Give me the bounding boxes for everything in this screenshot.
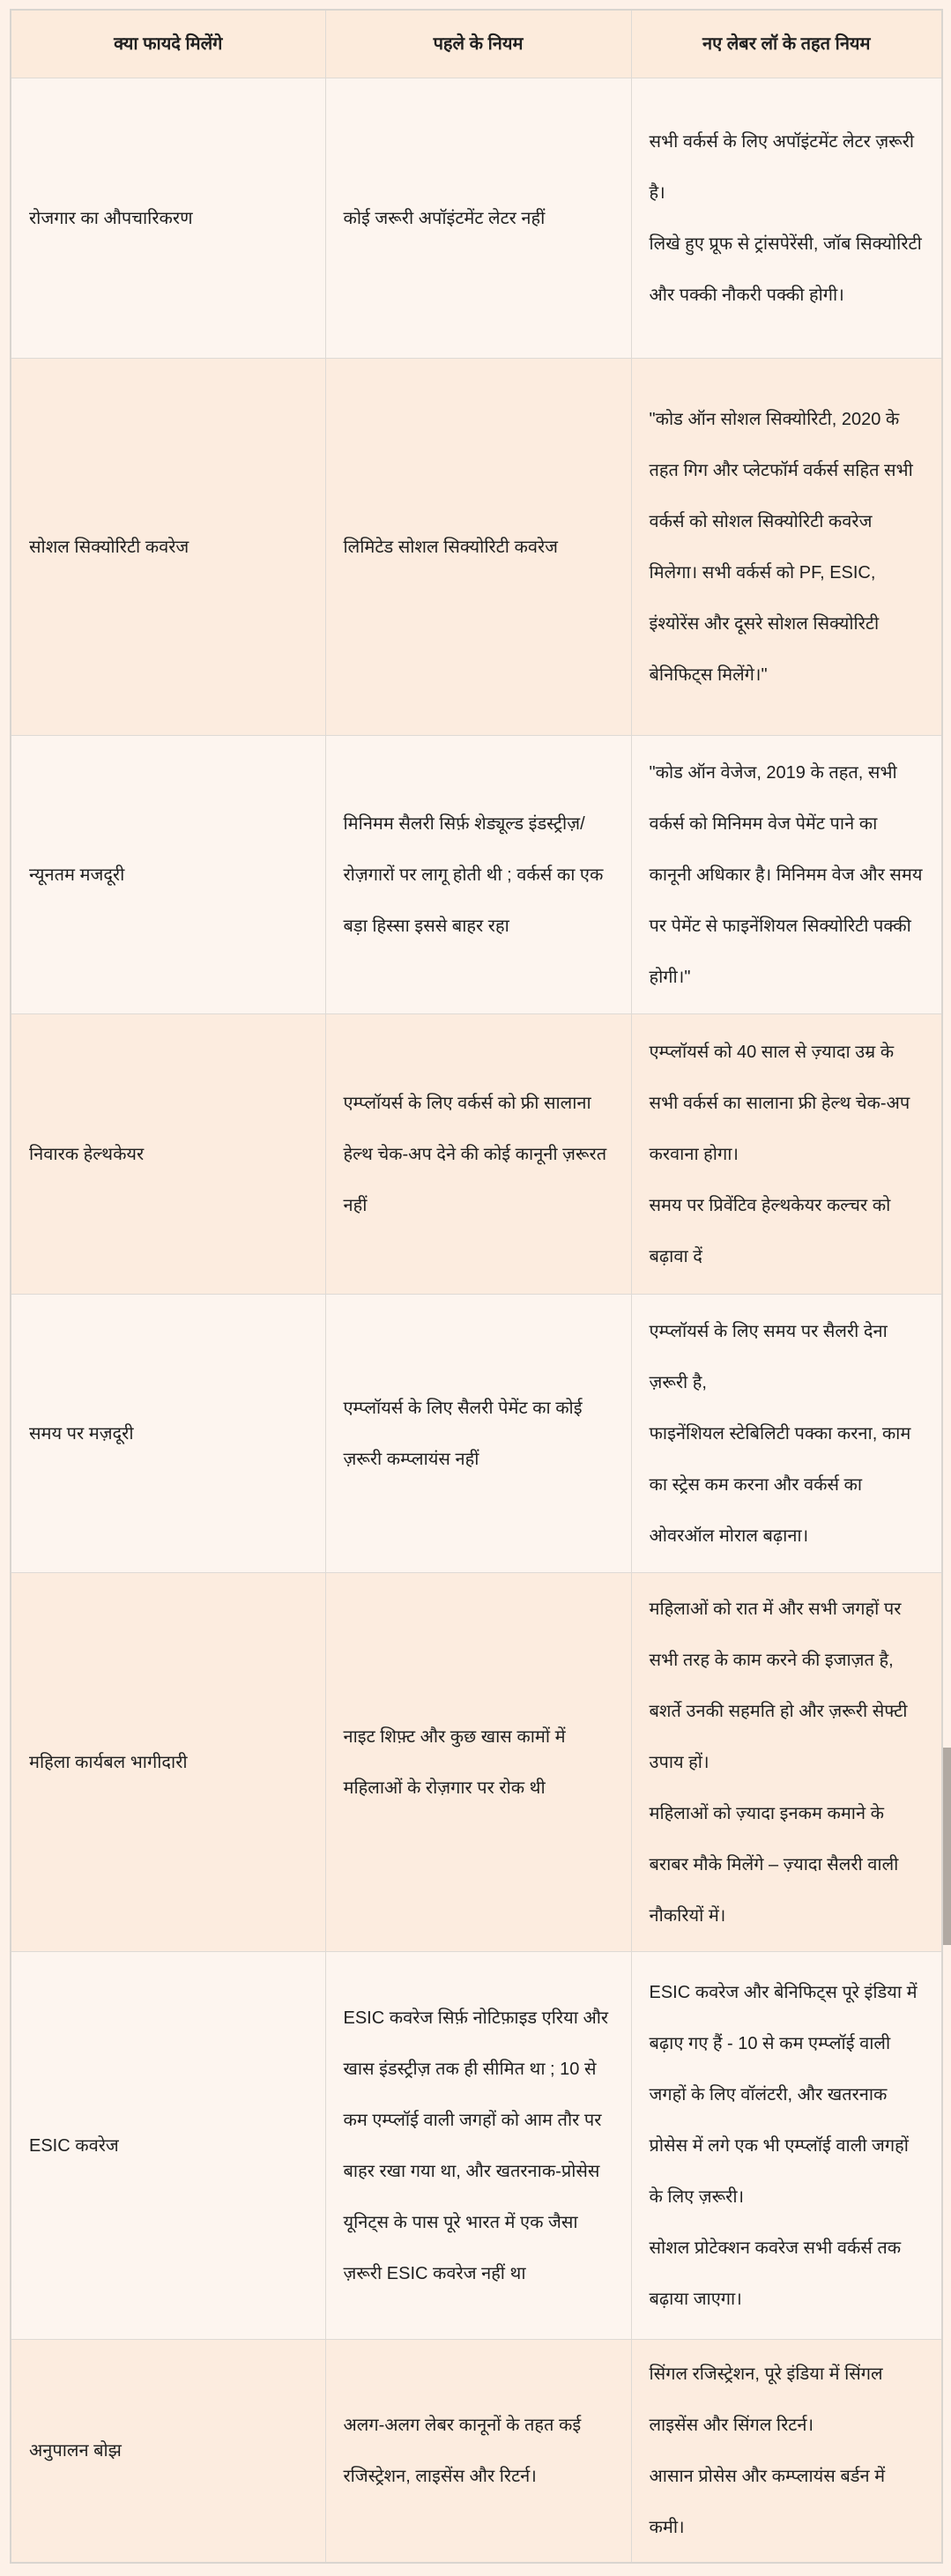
cell-paragraph: समय पर प्रिवेंटिव हेल्थकेयर कल्चर को बढ़ावा दें (649, 1195, 891, 1266)
cell-paragraph: नाइट शिफ़्ट और कुछ खास कामों में महिलाओं के रोज़गार पर रोक थी (343, 1726, 566, 1798)
cell-paragraph: फाइनेंशियल स्टेबिलिटी पक्का करना, काम का स्ट्रेस कम करना और वर्कर्स का ओवरऑल मोराल बढ़ाना। (649, 1423, 911, 1546)
benefit-cell (11, 1014, 325, 1295)
benefit-cell (11, 359, 325, 736)
table-row (11, 78, 942, 359)
labour-law-comparison-table (10, 9, 943, 2564)
table-row (11, 1573, 942, 1952)
new-rule-cell (631, 1014, 942, 1295)
cell-paragraph: मिनिमम सैलरी सिर्फ़ शेड्यूल्ड इंडस्ट्रीज़/रोज़गारों पर लागू होती थी ; वर्कर्स का एक बड़ा हिस्सा इससे बाहर रहा (343, 813, 604, 936)
new-rule-cell (631, 736, 942, 1014)
cell-paragraph: एम्प्लॉयर्स के लिए सैलरी पेमेंट का कोई ज़रूरी कम्प्लायंस नहीं (343, 1398, 583, 1469)
header-benefits: क्या फायदे मिलेंगे (11, 10, 325, 78)
header-old-rules: पहले के नियम (325, 10, 631, 78)
old-rule-cell (325, 1014, 631, 1295)
old-rule-cell (325, 1295, 631, 1573)
table-row (11, 1952, 942, 2340)
old-rule-cell (325, 78, 631, 359)
table-body (11, 78, 942, 2564)
old-rule-cell (325, 2340, 631, 2564)
cell-paragraph: महिलाओं को ज़्यादा इनकम कमाने के बराबर मौके मिलेंगे – ज़्यादा सैलरी वाली नौकरियों में। (649, 1803, 899, 1926)
cell-paragraph: आसान प्रोसेस और कम्प्लायंस बर्डन में कमी। (649, 2467, 886, 2537)
cell-paragraph: कोई जरूरी अपॉइंटमेंट लेटर नहीं (343, 208, 546, 228)
table-header (11, 10, 942, 78)
scrollbar-thumb[interactable] (943, 1748, 951, 1945)
cell-paragraph: अलग-अलग लेबर कानूनों के तहत कई रजिस्ट्रेशन, लाइसेंस और रिटर्न। (343, 2416, 582, 2486)
benefit-cell (11, 736, 325, 1014)
cell-paragraph: अनुपालन बोझ (29, 2441, 122, 2461)
cell-paragraph: महिलाओं को रात में और सभी जगहों पर सभी तरह के काम करने की इजाज़त है, बशर्ते उनकी सहमति हो और ज़रूरी सेफ्टी उपाय हों। (649, 1599, 908, 1772)
old-rule-cell (325, 1573, 631, 1952)
cell-paragraph: महिला कार्यबल भागीदारी (29, 1752, 188, 1772)
benefit-cell (11, 1952, 325, 2340)
cell-paragraph: एम्प्लॉयर्स के लिए समय पर सैलरी देना ज़रूरी है, (649, 1321, 888, 1392)
table-row (11, 359, 942, 736)
old-rule-cell (325, 736, 631, 1014)
cell-paragraph: "कोड ऑन सोशल सिक्योरिटी, 2020 के तहत गिग और प्लेटफॉर्म वर्कर्स सहित सभी वर्कर्स को सोशल सिक्योरिटी कवरेज मिलेगा। सभी वर्कर्स को PF, ESIC, इंश्योरेंस और दूसरे सोशल सिक्योरिटी बेनिफिट्स मिलेंगे।" (649, 409, 913, 685)
old-rule-cell (325, 359, 631, 736)
cell-paragraph: लिखे हुए प्रूफ से ट्रांसपेरेंसी, जॉब सिक्योरिटी और पक्की नौकरी पक्की होगी। (649, 234, 922, 305)
cell-paragraph: एम्प्लॉयर्स के लिए वर्कर्स को फ्री सालाना हेल्थ चेक-अप देने की कोई कानूनी ज़रूरत नहीं (343, 1093, 607, 1215)
header-new-rules: नए लेबर लॉ के तहत नियम (631, 10, 942, 78)
cell-paragraph: "कोड ऑन वेजेज, 2019 के तहत, सभी वर्कर्स को मिनिमम वेज पेमेंट पाने का कानूनी अधिकार है। मिनिमम वेज और समय पर पेमेंट से फाइनेंशियल सिक्योरिटी पक्की होगी।" (649, 762, 923, 987)
benefit-cell (11, 1295, 325, 1573)
cell-paragraph: ESIC कवरेज (29, 2135, 119, 2156)
cell-paragraph: एम्प्लॉयर्स को 40 साल से ज़्यादा उम्र के सभी वर्कर्स का सालाना फ्री हेल्थ चेक-अप करवाना होगा। (649, 1042, 910, 1164)
new-rule-cell (631, 1295, 942, 1573)
benefit-cell (11, 1573, 325, 1952)
new-rule-cell (631, 78, 942, 359)
cell-paragraph: सिंगल रजिस्ट्रेशन, पूरे इंडिया में सिंगल लाइसेंस और सिंगल रिटर्न। (649, 2364, 883, 2435)
benefit-cell (11, 78, 325, 359)
table-row (11, 736, 942, 1014)
cell-paragraph: निवारक हेल्थकेयर (29, 1144, 145, 1164)
cell-paragraph: सोशल प्रोटेक्शन कवरेज सभी वर्कर्स तक बढ़ाया जाएगा। (649, 2238, 902, 2309)
cell-paragraph: ESIC कवरेज सिर्फ़ नोटिफ़ाइड एरिया और खास इंडस्ट्रीज़ तक ही सीमित था ; 10 से कम एम्प्लॉई वाली जगहों को आम तौर पर बाहर रखा गया था, और खतरनाक-प्रोसेस यूनिट्स के पास पूरे भारत में एक जैसा ज़रूरी ESIC कवरेज नहीं था (343, 2008, 609, 2283)
cell-paragraph: सोशल सिक्योरिटी कवरेज (29, 537, 189, 557)
new-rule-cell (631, 359, 942, 736)
header-row (11, 10, 942, 78)
cell-paragraph: ESIC कवरेज और बेनिफिट्स पूरे इंडिया में बढ़ाए गए हैं - 10 से कम एम्प्लॉई वाली जगहों के लिए वॉलंटरी, और खतरनाक प्रोसेस में लगे एक भी एम्प्लॉई वाली जगहों के लिए ज़रूरी। (649, 1982, 918, 2207)
new-rule-cell (631, 1952, 942, 2340)
table-row (11, 1014, 942, 1295)
old-rule-cell (325, 1952, 631, 2340)
new-rule-cell (631, 1573, 942, 1952)
cell-paragraph: लिमिटेड सोशल सिक्योरिटी कवरेज (343, 537, 558, 557)
cell-paragraph: न्यूनतम मजदूरी (29, 865, 125, 885)
table-row (11, 2340, 942, 2564)
new-rule-cell (631, 2340, 942, 2564)
cell-paragraph: समय पर मज़दूरी (29, 1423, 134, 1444)
cell-paragraph: सभी वर्कर्स के लिए अपॉइंटमेंट लेटर ज़रूरी है। (649, 131, 915, 203)
cell-paragraph: रोजगार का औपचारिकरण (29, 208, 193, 228)
benefit-cell (11, 2340, 325, 2564)
table-row (11, 1295, 942, 1573)
